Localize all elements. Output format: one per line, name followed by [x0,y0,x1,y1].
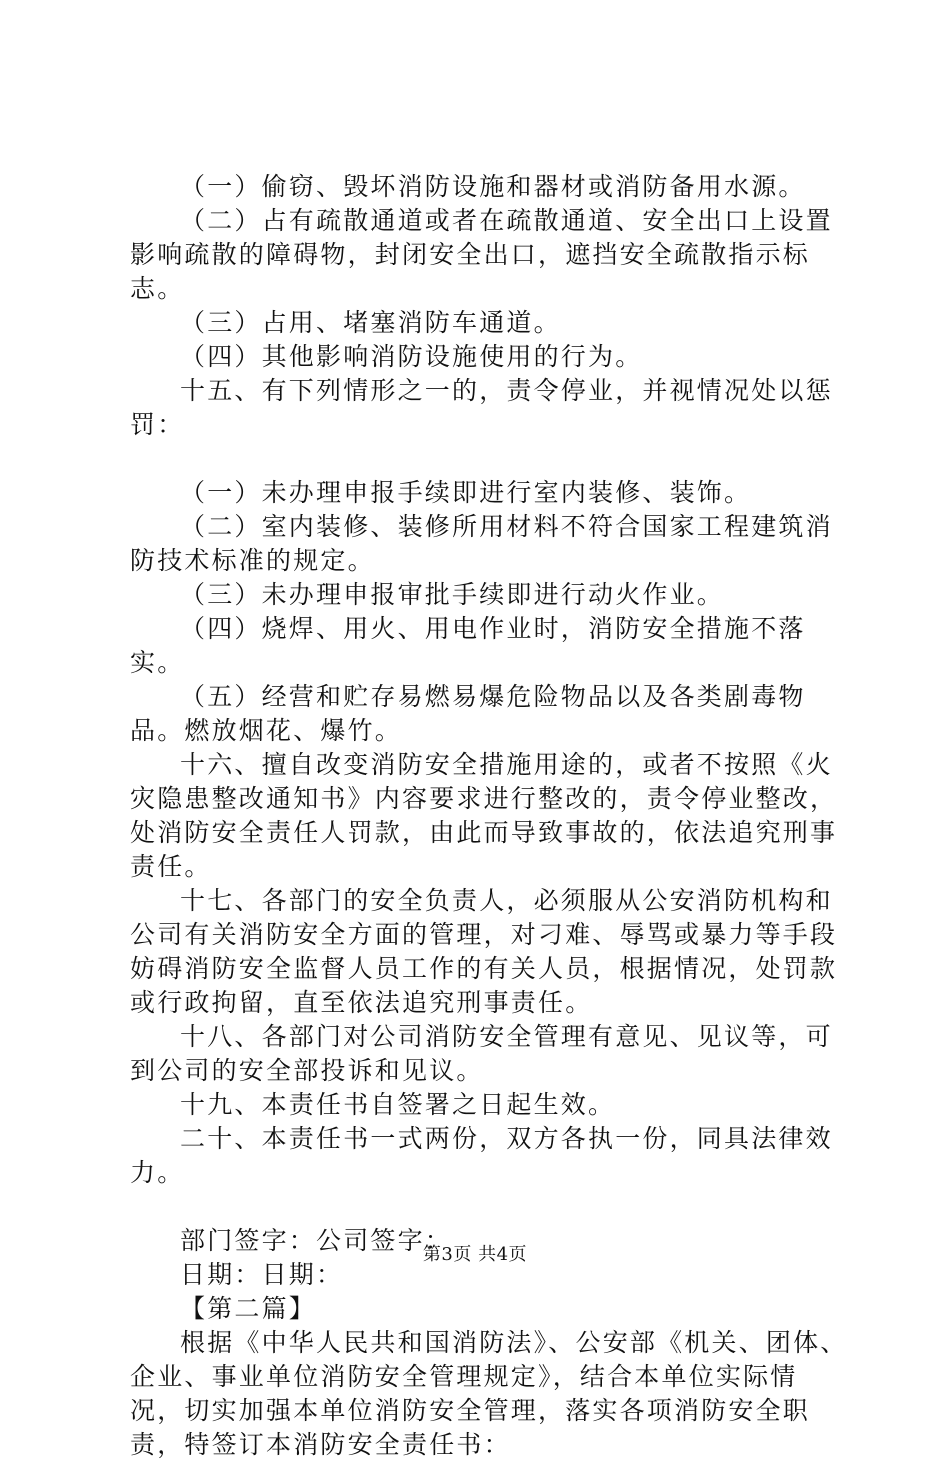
paragraph: 根据《中华人民共和国消防法》、公安部《机关、团体、企业、事业单位消防安全管理规定》，结合本单位实际情况，切实加强本单位消防安全管理，落实各项消防安全职责，特签订本消防安全责任书： [130,1328,848,1459]
paragraph: （五）经营和贮存易燃易爆危险物品以及各类剧毒物品。燃放烟花、爆竹。 [130,682,806,745]
date-line: 日期：日期： [180,1260,344,1289]
paragraph: （四）其他影响消防设施使用的行为。 [180,342,643,371]
paragraph: 十五、有下列情形之一的，责令停业，并视情况处以惩罚： [130,376,833,439]
paragraph: 二十、本责任书一式两份，双方各执一份，同具法律效力。 [130,1124,833,1187]
paragraph: （二）占有疏散通道或者在疏散通道、安全出口上设置影响疏散的障碍物，封闭安全出口，遮挡安全疏散指示标志。 [130,206,833,303]
document-body [130,170,850,1462]
paragraph: （四）烧焊、用火、用电作业时，消防安全措施不落实。 [130,614,806,677]
paragraph: 十六、擅自改变消防安全措施用途的，或者不按照《火灾隐患整改通知书》内容要求进行整改的，责令停业整改，处消防安全责任人罚款，由此而导致事故的，依法追究刑事责任。 [130,750,838,881]
blank-line [130,442,850,476]
paragraph: 十八、各部门对公司消防安全管理有意见、见议等，可到公司的安全部投诉和见议。 [130,1022,833,1085]
blank-line [130,1190,850,1224]
paragraph: （二）室内装修、装修所用材料不符合国家工程建筑消防技术标准的规定。 [130,512,833,575]
paragraph: 十九、本责任书自签署之日起生效。 [180,1090,616,1119]
paragraph: （三）未办理申报审批手续即进行动火作业。 [180,580,725,609]
paragraph: 十七、各部门的安全负责人，必须服从公安消防机构和公司有关消防安全方面的管理，对刁难、辱骂或暴力等手段妨碍消防安全监督人员工作的有关人员，根据情况，处罚款或行政拘留，直至依法追究刑事责任。 [130,886,838,1017]
paragraph: （三）占用、堵塞消防车通道。 [180,308,561,337]
page-footer: 第3页 共4页 [422,1244,528,1265]
paragraph: （一）未办理申报手续即进行室内装修、装饰。 [180,478,752,507]
signature-line: 部门签字：公司签字： [180,1226,453,1255]
paragraph: （一）偷窃、毁坏消防设施和器材或消防备用水源。 [180,172,806,201]
section-heading: 【第二篇】 [180,1294,317,1323]
